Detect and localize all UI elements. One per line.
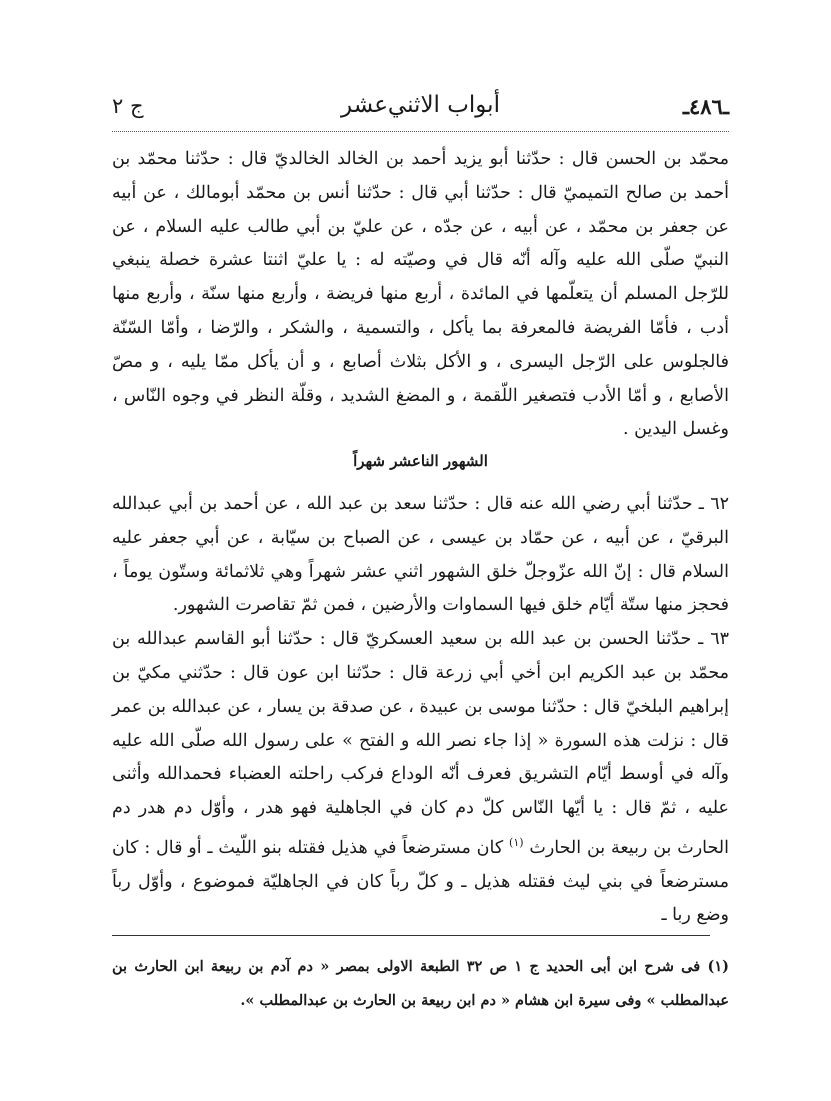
footnote-divider	[112, 935, 710, 936]
volume-label: ج ٢	[112, 94, 144, 118]
header-divider	[112, 131, 729, 132]
page-header	[112, 88, 729, 128]
page-number: ـ٤٨٦ـ	[682, 94, 729, 119]
running-title: أبواب الاثني‌عشر	[341, 92, 500, 118]
paragraph-hadith-63	[112, 623, 729, 933]
paragraph-hadith-63-cont: كان مسترضعاً في هذيل فقتله بنو اللّيث ـ أو قال : كان مسترضعاً في بني ليث فقتله هذيل ـ و كلّ رباً كان في الجاهليّة فموضوع ، وأوّل رباً وضع ربا ـ	[112, 837, 729, 926]
text-block-1	[112, 143, 729, 447]
footnote-reference[interactable]: (١)	[509, 835, 524, 849]
footnote-1: (١) فى شرح ابن أبى الحديد ج ١ ص ٣٢ الطبعة الاولى بمصر « دم آدم بن ربيعة ابن الحارث بن عبدالمطلب » وفى سيرة ابن هشام « دم ابن ربيعة بن الحارث بن عبدالمطلب ».	[112, 958, 729, 1009]
paragraph-hadith-62: ٦٢ ـ حدّثنا أبي رضي الله عنه قال : حدّثنا سعد بن عبد الله ، عن أحمد بن أبي عبدالله البرقيّ ، عن أبيه ، عن حمّاد بن عيسى ، عن الصباح بن سيّابة ، عن أبي جعفر عليه السلام قال : إنّ الله عزّوجلّ خلق الشهور اثني عشر شهراً وهي ثلاثمائة وستّون يوماً ، فحجز منها ستّة أيّام خلق فيها السماوات والأرضين ، فمن ثمّ تقاصرت الشهور.	[112, 494, 729, 616]
paragraph-hadith-table-manners: محمّد بن الحسن قال : حدّثنا أبو يزيد أحمد بن الخالد الخالديّ قال : حدّثنا محمّد بن أحمد بن صالح التميميّ قال : حدّثنا أبي قال : حدّثنا أنس بن محمّد أبومالك ، عن أبيه عن جعفر بن محمّد ، عن أبيه ، عن جدّه ، عن عليّ بن أبي طالب عليه السلام ، عن النبيّ صلّى الله عليه وآله أنّه قال في وصيّته له : يا عليّ اثنتا عشرة خصلة ينبغي للرّجل المسلم أن يتعلّمها في المائدة ، أربع منها فريضة ، وأربع منها سنّة ، وأربع منها أدب ، فأمّا الفريضة فالمعرفة بما يأكل ، والتسمية ، والشكر ، والرّضا ، وأمّا السّنّة فالجلوس على الرّجل اليسرى ، و الأكل بثلاث أصابع ، و أن يأكل ممّا يليه ، و مصّ الأصابع ، و أمّا الأدب فتصغير اللّقمة ، و المضغ الشديد ، وقلّة النظر في وجوه النّاس ، وغسل اليدين .	[112, 149, 729, 440]
section-title: الشهور الناعشر شهراً	[353, 452, 488, 470]
text-block-2	[112, 488, 729, 933]
footnotes	[112, 950, 729, 1018]
paragraph-hadith-63-text: ٦٣ ـ حدّثنا الحسن بن عبد الله بن سعيد العسكريّ قال : حدّثنا أبو القاسم عبدالله بن محمّد بن عبد الكريم ابن أخي أبي زرعة قال : حدّثنا ابن عون قال : حدّثني مكيّ بن إبراهيم البلخيّ قال : حدّثنا موسى بن عبيدة ، عن صدقة بن يسار ، عن عبدالله بن عمر قال : نزلت هذه السورة « إذا جاء نصر الله و الفتح » على رسول الله صلّى الله عليه وآله في أوسط أيّام التشريق فعرف أنّه الوداع فركب راحلته العضباء فحمدالله وأثنى عليه ، ثمّ قال : يا أيّها النّاس كلّ دم كان في الجاهلية فهو هدر ، وأوّل دم هدر دم الحارث بن ربيعة بن الحارث	[112, 629, 729, 858]
